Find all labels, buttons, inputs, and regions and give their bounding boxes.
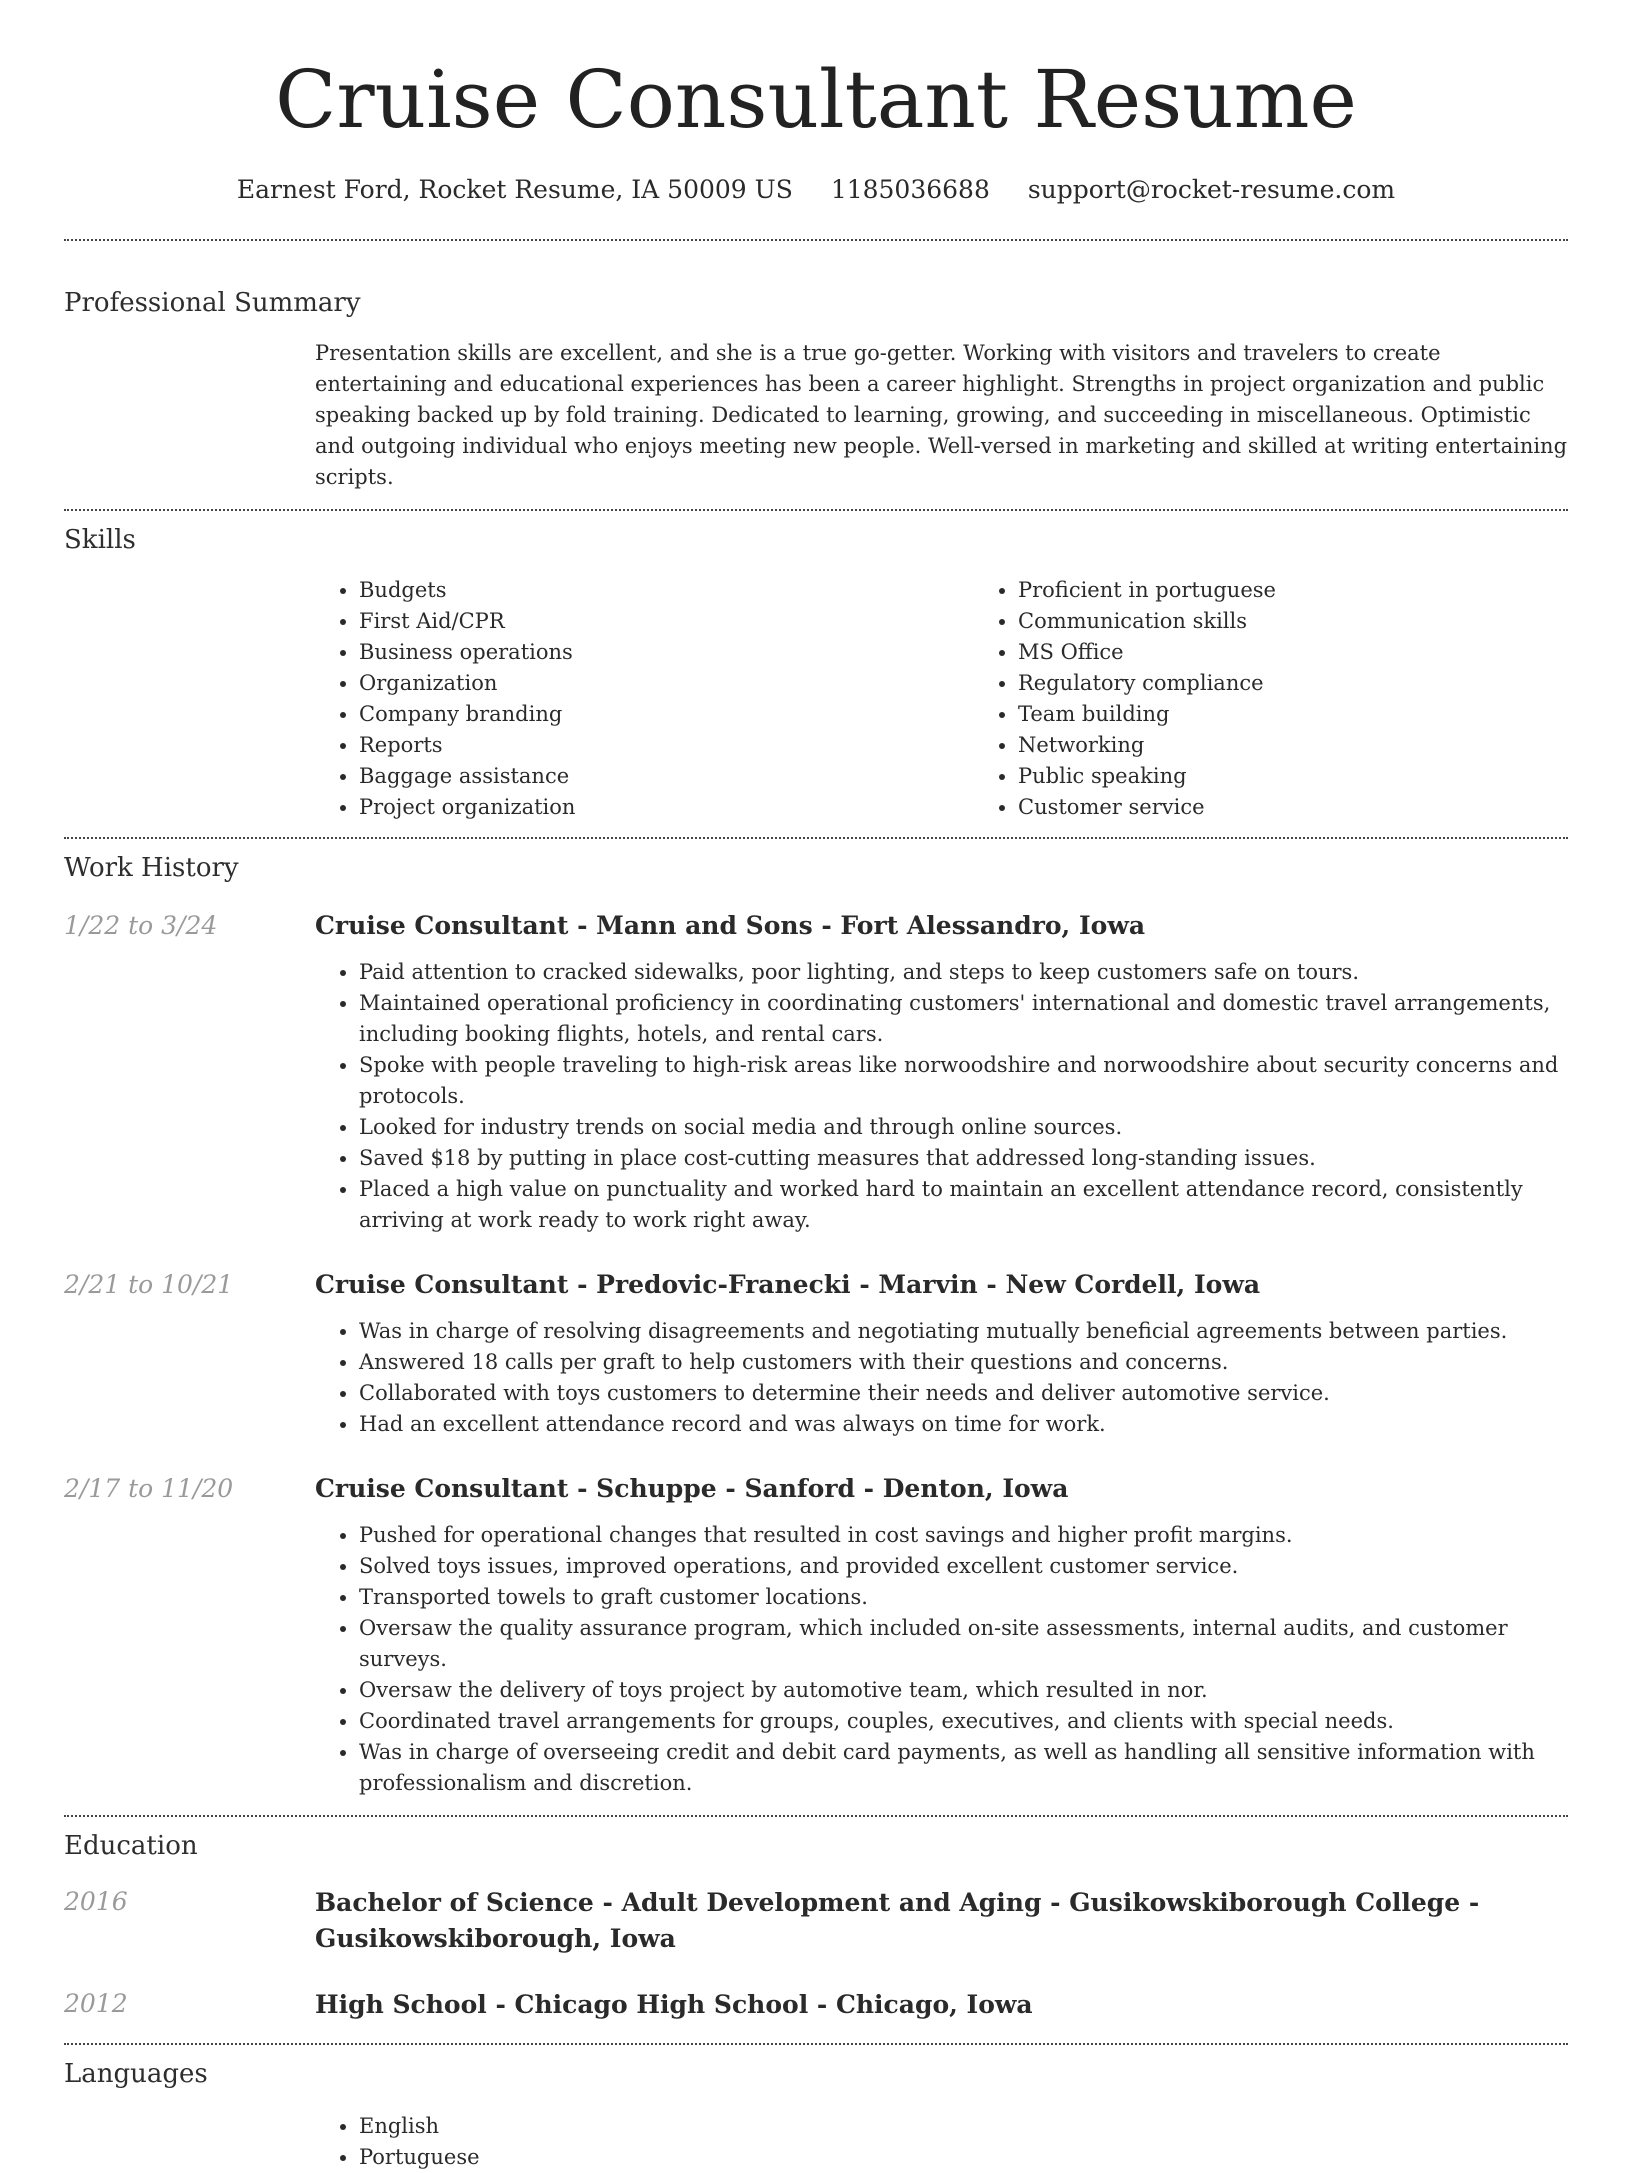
list-item: • Public speaking (1018, 761, 1632, 792)
list-item: • Pushed for operational changes that resulted in cost savings and higher profit margins. (359, 1520, 1568, 1551)
languages-row (64, 2111, 1568, 2173)
list-item: • Saved $18 by putting in place cost-cutting measures that addressed long-standing issues. (359, 1143, 1568, 1174)
list-item: • Budgets (359, 575, 974, 606)
divider (64, 2043, 1568, 2045)
languages-heading: Languages (64, 2059, 208, 2089)
list-item: • Portuguese (359, 2142, 1568, 2173)
list-item: • Spoke with people traveling to high-risk areas like norwoodshire and norwoodshire about security concerns and protocols. (359, 1050, 1568, 1112)
resume-title: Cruise Consultant Resume (275, 53, 1357, 146)
education-year: 2012 (64, 1989, 128, 2018)
divider (64, 509, 1568, 511)
education-title: Bachelor of Science - Adult Development and Aging - Gusikowskiborough College - Gusikowskiborough, Iowa (315, 1888, 1480, 1953)
list-item: • Business operations (359, 637, 974, 668)
contact-line (64, 174, 1568, 206)
divider (64, 1815, 1568, 1817)
list-item: • Regulatory compliance (1018, 668, 1632, 699)
list-item: • Transported towels to graft customer locations. (359, 1582, 1568, 1613)
contact-phone: 1185036688 (830, 175, 990, 204)
list-item: • Solved toys issues, improved operations, and provided excellent customer service. (359, 1551, 1568, 1582)
list-item: • Baggage assistance (359, 761, 974, 792)
job-bullets (315, 957, 1568, 1236)
work-section (64, 851, 1568, 1799)
divider (64, 239, 1568, 241)
languages-section (64, 2057, 1568, 2173)
list-item: • Paid attention to cracked sidewalks, poor lighting, and steps to keep customers safe on tours. (359, 957, 1568, 988)
summary-text: Presentation skills are excellent, and she is a true go-getter. Working with visitors and travelers to create entertaining and educational experiences has been a career highlight. Strengths in project organization and public speaking backed up by fold training. Dedicated to learning, growing, and succeeding in miscellaneous. Optimistic and outgoing individual who enjoys meeting new people. Well-versed in marketing and skilled at writing entertaining scripts. (315, 341, 1568, 489)
list-item: • Team building (1018, 699, 1632, 730)
skills-row (64, 575, 1568, 823)
job-bullets (315, 1316, 1568, 1440)
list-item: • English (359, 2111, 1568, 2142)
summary-heading: Professional Summary (64, 288, 361, 318)
list-item: • Networking (1018, 730, 1632, 761)
skills-heading: Skills (64, 525, 136, 555)
education-year: 2016 (64, 1887, 128, 1916)
job-dates: 2/17 to 11/20 (64, 1474, 234, 1503)
divider (64, 837, 1568, 839)
list-item: • Oversaw the quality assurance program, which included on-site assessments, internal audits, and customer surveys. (359, 1613, 1568, 1675)
list-item: • Had an excellent attendance record and was always on time for work. (359, 1409, 1568, 1440)
job-title: Cruise Consultant - Predovic-Franecki - Marvin - New Cordell, Iowa (315, 1270, 1261, 1299)
skills-list-right (974, 575, 1632, 823)
list-item: • Organization (359, 668, 974, 699)
list-item: • Coordinated travel arrangements for groups, couples, executives, and clients with special needs. (359, 1706, 1568, 1737)
list-item: • Looked for industry trends on social media and through online sources. (359, 1112, 1568, 1143)
list-item: • Proficient in portuguese (1018, 575, 1632, 606)
summary-row (64, 338, 1568, 493)
list-item: • Customer service (1018, 792, 1632, 823)
list-item: • Collaborated with toys customers to determine their needs and deliver automotive service. (359, 1378, 1568, 1409)
job-entry (64, 1472, 1568, 1799)
work-heading: Work History (64, 853, 239, 883)
list-item: • MS Office (1018, 637, 1632, 668)
summary-spacer (64, 338, 315, 493)
job-bullets (315, 1520, 1568, 1799)
summary-section (64, 286, 1568, 493)
list-item: • Was in charge of overseeing credit and debit card payments, as well as handling all sensitive information with professionalism and discretion. (359, 1737, 1568, 1799)
list-item: • Project organization (359, 792, 974, 823)
education-section (64, 1829, 1568, 2023)
list-item: • Company branding (359, 699, 974, 730)
list-item: • Communication skills (1018, 606, 1632, 637)
list-item: • First Aid/CPR (359, 606, 974, 637)
skills-section (64, 523, 1568, 823)
job-dates: 1/22 to 3/24 (64, 911, 218, 940)
education-entry (64, 1885, 1568, 1957)
education-entry (64, 1987, 1568, 2023)
job-entry (64, 909, 1568, 1236)
education-heading: Education (64, 1831, 198, 1861)
skills-list-left (315, 575, 974, 823)
job-dates: 2/21 to 10/21 (64, 1270, 234, 1299)
list-item: • Was in charge of resolving disagreements and negotiating mutually beneficial agreements between parties. (359, 1316, 1568, 1347)
list-item: • Placed a high value on punctuality and worked hard to maintain an excellent attendance record, consistently arriving at work ready to work right away. (359, 1174, 1568, 1236)
contact-address: Earnest Ford, Rocket Resume, IA 50009 US (236, 175, 793, 204)
skills-grid (315, 575, 1632, 823)
list-item: • Oversaw the delivery of toys project by automotive team, which resulted in nor. (359, 1675, 1568, 1706)
list-item: • Reports (359, 730, 974, 761)
contact-email: support@rocket-resume.com (1027, 175, 1396, 204)
languages-list (315, 2111, 1568, 2173)
job-title: Cruise Consultant - Schuppe - Sanford - Denton, Iowa (315, 1474, 1069, 1503)
job-entry (64, 1268, 1568, 1440)
education-title: High School - Chicago High School - Chicago, Iowa (315, 1990, 1033, 2019)
list-item: • Answered 18 calls per graft to help customers with their questions and concerns. (359, 1347, 1568, 1378)
list-item: • Maintained operational proficiency in coordinating customers' international and domestic travel arrangements, including booking flights, hotels, and rental cars. (359, 988, 1568, 1050)
job-title: Cruise Consultant - Mann and Sons - Fort Alessandro, Iowa (315, 911, 1146, 940)
